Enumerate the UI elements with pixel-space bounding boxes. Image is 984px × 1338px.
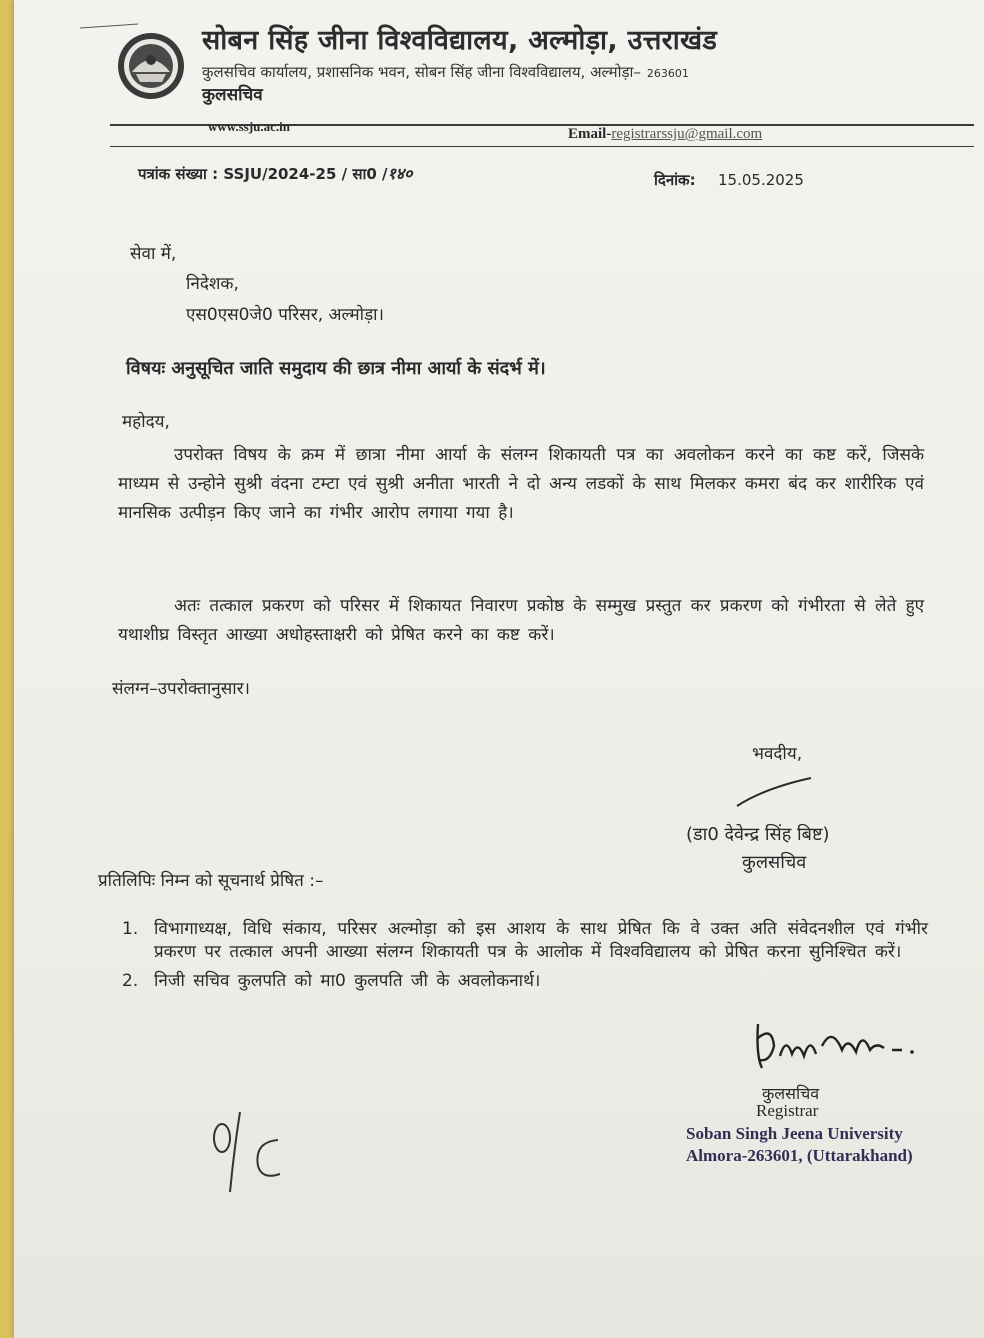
- email-line: [568, 126, 762, 143]
- pincode: 263601: [646, 67, 689, 80]
- stamp-address: Almora-263601, (Uttarakhand): [686, 1146, 913, 1165]
- date-label: दिनांक:: [654, 171, 696, 189]
- copy-to-number: 2.: [122, 971, 139, 991]
- letterhead-role: कुलसचिव: [202, 85, 263, 105]
- reference-handwritten: १४०: [387, 164, 413, 183]
- signatory-role: कुलसचिव: [742, 852, 807, 873]
- copy-to-item: [122, 970, 928, 993]
- copy-to-text: विभागाध्यक्ष, विधि संकाय, परिसर अल्मोड़ा को इस आशय के साथ प्रेषित कि वे उक्त अति संवेदनशील एवं गंभीर प्रकरण पर तत्काल अपनी आख्या संलग्न शिकायती पत्र के आलोक में विश्वविद्यालय को प्रेषित करना सुनिश्चित करें।: [154, 919, 928, 962]
- body-paragraph-1: [118, 441, 924, 528]
- closing: भवदीय,: [752, 744, 803, 764]
- body-paragraph-1-text: उपरोक्त विषय के क्रम में छात्रा नीमा आर्या के संलग्न शिकायती पत्र का अवलोकन करने का कष्ट करें, जिसके माध्यम से उन्होने सुश्री वंदना टम्टा एवं सुश्री अनीता भारती ने दो अन्य लडकों के साथ मिलकर कमरा बंद कर शारीरिक एवं मानसिक उत्पीड़न किए जाने का गंभीर आरोप लगाया गया है।: [118, 445, 924, 523]
- reference-label: पत्रांक संख्या :: [138, 165, 219, 183]
- body-paragraph-2: [118, 592, 924, 650]
- stamp-role-english: Registrar: [756, 1101, 819, 1120]
- copy-to-item: [122, 918, 928, 964]
- university-name: सोबन सिंह जीना विश्वविद्यालय, अल्मोड़ा, उत्तराखंड: [202, 25, 718, 56]
- handwritten-oc-note: [200, 1100, 300, 1200]
- office-address-text: कुलसचिव कार्यालय, प्रशासनिक भवन, सोबन सिंह जीना विश्वविद्यालय, अल्मोड़ा–: [202, 63, 641, 81]
- university-seal-icon: [112, 30, 190, 102]
- recipient-designation: निदेशक,: [186, 274, 239, 294]
- email-link[interactable]: registrarssju@gmail.com: [611, 126, 763, 142]
- subject-line: विषयः अनुसूचित जाति समुदाय की छात्र नीमा आर्या के संदर्भ में।: [126, 358, 546, 379]
- header-rule-bottom: [110, 146, 974, 147]
- stamp-university: Soban Singh Jeena University: [686, 1124, 903, 1143]
- office-address: [202, 62, 689, 82]
- enclosure-note: संलग्न–उपरोक्तानुसार।: [112, 679, 250, 699]
- website-link[interactable]: www.ssju.ac.in: [208, 119, 290, 134]
- copy-to-list: [122, 918, 928, 999]
- recipient-to: सेवा में,: [130, 244, 177, 264]
- signatory-name: (डा0 देवेन्द्र सिंह बिष्ट): [686, 824, 830, 845]
- email-label: Email-: [568, 126, 612, 142]
- reference-number: [138, 162, 412, 184]
- body-paragraph-2-text: अतः तत्काल प्रकरण को परिसर में शिकायत निवारण प्रकोष्ठ के सम्मुख प्रस्तुत कर प्रकरण को गंभीरता से लेते हुए यथाशीघ्र विस्तृत आख्या अधोहस्ताक्षरी को प्रेषित करने का कष्ट करें।: [118, 596, 924, 645]
- stamp-role-hindi: कुलसचिव: [762, 1084, 820, 1103]
- recipient-office: एस0एस0जे0 परिसर, अल्मोड़ा।: [186, 305, 385, 325]
- copy-to-number: 1.: [122, 919, 139, 939]
- registrar-signature: [752, 1016, 917, 1076]
- date-value: 15.05.2025: [718, 171, 804, 189]
- signature-stroke: [735, 770, 815, 810]
- salutation: महोदय,: [122, 412, 170, 432]
- copy-to-heading: प्रतिलिपिः निम्न को सूचनार्थ प्रेषित :–: [98, 871, 324, 891]
- copy-to-text: निजी सचिव कुलपति को मा0 कुलपति जी के अवलोकनार्थ।: [154, 971, 541, 991]
- reference-value: SSJU/2024-25 / सा0 /: [223, 165, 388, 183]
